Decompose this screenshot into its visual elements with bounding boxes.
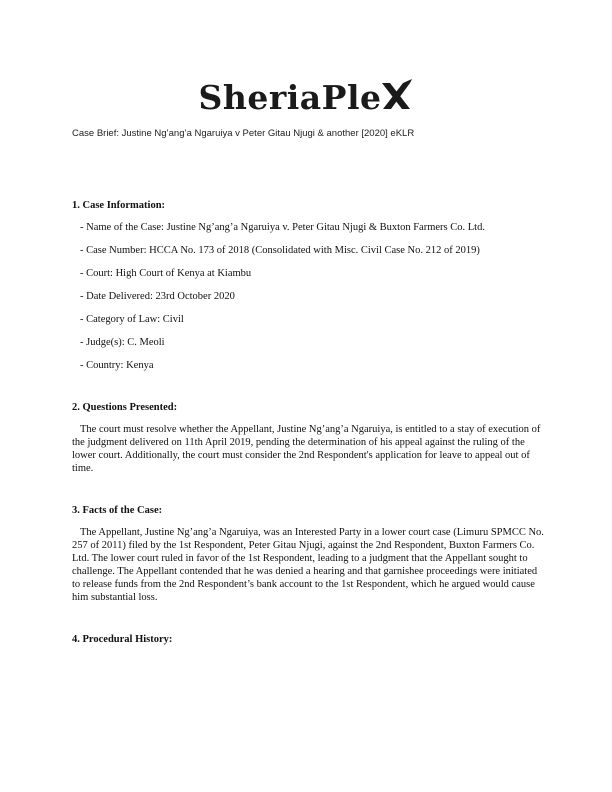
section-heading: 4. Procedural History: — [72, 634, 173, 645]
category-of-law-item: - Category of Law: Civil — [80, 314, 184, 325]
document-body — [72, 199, 544, 675]
logo-wordmark: SheriaPle — [198, 78, 382, 117]
court-item: - Court: High Court of Kenya at Kiambu — [80, 268, 252, 279]
judges-item: - Judge(s): C. Meoli — [80, 337, 165, 348]
sheriaplex-logo — [0, 78, 612, 118]
case-number-item: - Case Number: HCCA No. 173 of 2018 (Consolidated with Misc. Civil Case No. 212 of 2019) — [80, 245, 480, 256]
section-facts-of-the-case — [72, 504, 544, 604]
logo-x-mark-icon — [379, 79, 413, 113]
section-procedural-history — [72, 633, 544, 646]
section-questions-presented — [72, 401, 544, 475]
section-heading: 2. Questions Presented: — [72, 402, 178, 413]
section-case-information — [72, 199, 544, 372]
date-delivered-item: - Date Delivered: 23rd October 2020 — [80, 291, 235, 302]
facts-paragraph: The Appellant, Justine Ng’ang’a Ngaruiya, was an Interested Party in a lower court case (Limuru SPMCC No. 257 of 2011) filed by the 1st Respondent, Peter Gitau Njugi, against the 2nd Respondent, Buxton Farmers Co. Ltd. The lower court ruled in favor of the 1st Respondent, leading to a judgment that the Appellant sought to challenge. The Appellant contended that he was denied a hearing and that garnishee proceedings were initiated to release funds from the 2nd Respondent’s bank account to the 1st Respondent, which he argued would cause him substantial loss. — [72, 527, 544, 603]
section-heading: 3. Facts of the Case: — [72, 505, 163, 516]
section-heading: 1. Case Information: — [72, 200, 166, 211]
questions-paragraph: The court must resolve whether the Appellant, Justine Ng’ang’a Ngaruiya, is entitled to a stay of execution of the judgment delivered on 11th April 2019, pending the determination of his appeal against the ruling of the lower court. Additionally, the court must consider the 2nd Respondent's application for leave to appeal out of time. — [72, 424, 541, 474]
country-item: - Country: Kenya — [80, 360, 154, 371]
case-brief-title: Case Brief: Justine Ng’ang’a Ngaruiya v Peter Gitau Njugi & another [2020] eKLR — [72, 128, 415, 139]
case-name-item: - Name of the Case: Justine Ng’ang’a Ngaruiya v. Peter Gitau Njugi & Buxton Farmers Co. Ltd. — [80, 222, 485, 233]
